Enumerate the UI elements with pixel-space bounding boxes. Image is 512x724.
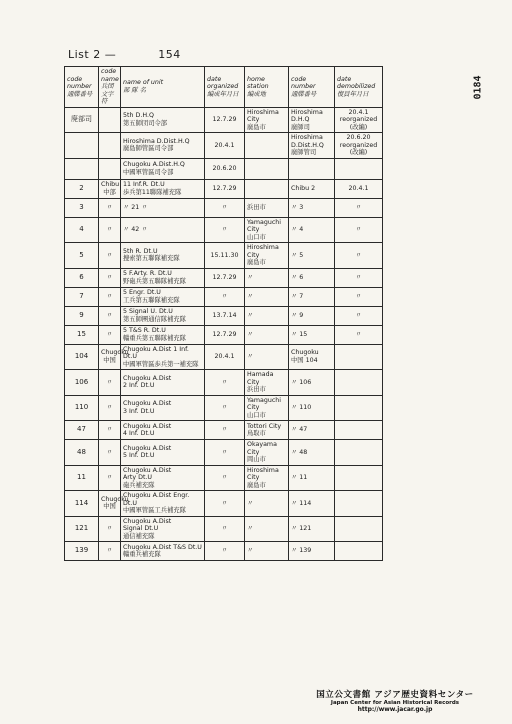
cell-code-name: 〃	[99, 306, 121, 325]
cell-unit-name: Chugoku A.Dist Arty Dt.U 砲兵補充隊	[121, 465, 205, 491]
cell-date-organized: 〃	[205, 217, 245, 243]
cell-date-organized: 12.7.29	[205, 325, 245, 344]
cell-date-organized: 〃	[205, 287, 245, 306]
cell-home-station	[245, 179, 289, 198]
cell-date-demobilized	[335, 158, 383, 179]
cell-code-name: Chugoku 中国	[99, 344, 121, 370]
table-row	[65, 268, 383, 287]
cell-home-station	[245, 158, 289, 179]
cell-unit-name: 5th D.H.Q 第五師団司令部	[121, 107, 205, 133]
cell-code-number-2: 〃 4	[289, 217, 335, 243]
cell-date-organized: 〃	[205, 516, 245, 542]
cell-code-name: 〃	[99, 395, 121, 421]
cell-code-name: Chugoku 中国	[99, 491, 121, 517]
cell-unit-name: Chugoku A.Dist 1 Inf. Dt.U 中國軍管區歩兵第一補充隊	[121, 344, 205, 370]
cell-date-demobilized	[335, 344, 383, 370]
cell-code-number-2: 〃 114	[289, 491, 335, 517]
cell-date-organized: 12.7.29	[205, 268, 245, 287]
cell-date-organized: 20.4.1	[205, 133, 245, 159]
cell-date-organized: 〃	[205, 491, 245, 517]
table-row	[65, 516, 383, 542]
cell-date-demobilized	[335, 421, 383, 440]
cell-code-name	[99, 133, 121, 159]
cell-date-demobilized: 〃	[335, 287, 383, 306]
cell-code-number-2: 〃 7	[289, 287, 335, 306]
cell-code-number-2: 〃 110	[289, 395, 335, 421]
cell-code-number-2	[289, 158, 335, 179]
cell-home-station: Yamaguchi City 山口市	[245, 395, 289, 421]
table-row	[65, 325, 383, 344]
cell-code-number: 5	[65, 243, 99, 269]
table-row	[65, 440, 383, 466]
cell-code-name	[99, 158, 121, 179]
cell-date-organized: 〃	[205, 421, 245, 440]
cell-code-number-2: Chibu 2	[289, 179, 335, 198]
list-label: List 2 —	[68, 48, 117, 61]
cell-home-station: 〃	[245, 344, 289, 370]
cell-code-number: 7	[65, 287, 99, 306]
cell-unit-name: Chugoku A.Dist Signal Dt.U 通信補充隊	[121, 516, 205, 542]
cell-date-organized: 20.4.1	[205, 344, 245, 370]
cell-unit-name: 5 T&S R. Dt.U 輜重兵第五聯隊補充隊	[121, 325, 205, 344]
cell-code-number-2: Chugoku 中国 104	[289, 344, 335, 370]
table-row	[65, 179, 383, 198]
cell-date-organized: 〃	[205, 370, 245, 396]
cell-unit-name: 〃 21 〃	[121, 198, 205, 217]
cell-code-name: 〃	[99, 287, 121, 306]
cell-date-organized: 12.7.29	[205, 179, 245, 198]
table-row	[65, 306, 383, 325]
cell-code-number	[65, 133, 99, 159]
cell-code-name: 〃	[99, 370, 121, 396]
cell-home-station: 〃	[245, 491, 289, 517]
cell-unit-name: Chugoku A.Dist 4 Inf. Dt.U	[121, 421, 205, 440]
cell-code-name: 〃	[99, 268, 121, 287]
cell-code-number-2: 〃 5	[289, 243, 335, 269]
cell-code-name: 〃	[99, 198, 121, 217]
table-row	[65, 243, 383, 269]
cell-code-number: 9	[65, 306, 99, 325]
cell-home-station: 〃	[245, 306, 289, 325]
cell-code-number: 139	[65, 542, 99, 561]
cell-code-number: 廃部司	[65, 107, 99, 133]
cell-home-station: Okayama City 岡山市	[245, 440, 289, 466]
cell-code-number-2: Hiroshima D.H.Q 廣師司	[289, 107, 335, 133]
cell-code-number: 47	[65, 421, 99, 440]
unit-register-table	[64, 66, 383, 561]
cell-home-station: Yamaguchi City 山口市	[245, 217, 289, 243]
cell-home-station: Hiroshima City 廣島市	[245, 243, 289, 269]
table-row	[65, 491, 383, 517]
cell-date-organized: 〃	[205, 465, 245, 491]
archive-url: http://www.jacar.go.jp	[357, 706, 433, 713]
table-row	[65, 370, 383, 396]
cell-date-demobilized	[335, 440, 383, 466]
cell-unit-name: 5 Engr. Dt.U 工兵第五聯隊補充隊	[121, 287, 205, 306]
cell-home-station: Tottori City 鳥取市	[245, 421, 289, 440]
cell-code-number-2: 〃 121	[289, 516, 335, 542]
archive-footer	[290, 688, 500, 713]
cell-unit-name: 5 Signal U. Dt.U 第五師團通信隊補充隊	[121, 306, 205, 325]
cell-code-name: 〃	[99, 217, 121, 243]
cell-home-station	[245, 133, 289, 159]
table-row	[65, 542, 383, 561]
cell-home-station: 〃	[245, 325, 289, 344]
cell-home-station: Hiroshima City 廣島市	[245, 107, 289, 133]
list-number: 154	[158, 48, 181, 61]
cell-code-name: 〃	[99, 243, 121, 269]
cell-date-organized: 13.7.14	[205, 306, 245, 325]
cell-date-demobilized: 〃	[335, 306, 383, 325]
cell-code-number: 3	[65, 198, 99, 217]
cell-code-number-2: 〃 139	[289, 542, 335, 561]
cell-unit-name: Chugoku A.Dist.H.Q 中國軍管區司令部	[121, 158, 205, 179]
cell-code-number-2: Hiroshima D.Dist.H.Q 廣師管司	[289, 133, 335, 159]
list-title	[68, 48, 181, 61]
cell-date-organized: 〃	[205, 395, 245, 421]
cell-date-demobilized	[335, 516, 383, 542]
header-unit-name: name of unit 部 隊 名	[121, 67, 205, 108]
table-row	[65, 344, 383, 370]
cell-code-number: 6	[65, 268, 99, 287]
cell-code-name: 〃	[99, 516, 121, 542]
cell-unit-name: Chugoku A.Dist T&S Dt.U 輜重兵補充隊	[121, 542, 205, 561]
cell-date-organized: 12.7.29	[205, 107, 245, 133]
cell-code-number-2: 〃 11	[289, 465, 335, 491]
cell-date-demobilized: 〃	[335, 325, 383, 344]
cell-home-station: 〃	[245, 542, 289, 561]
cell-unit-name: 5 F.Arty. R. Dt.U 野砲兵第五聯隊補充隊	[121, 268, 205, 287]
page-number: 0184	[472, 75, 484, 100]
cell-code-number-2: 〃 3	[289, 198, 335, 217]
table-row	[65, 133, 383, 159]
cell-code-name: 〃	[99, 421, 121, 440]
cell-date-organized: 〃	[205, 542, 245, 561]
cell-date-organized: 〃	[205, 440, 245, 466]
cell-date-demobilized: 20.4.1	[335, 179, 383, 198]
cell-code-number-2: 〃 106	[289, 370, 335, 396]
cell-unit-name: Chugoku A.Dist 2 Inf. Dt.U	[121, 370, 205, 396]
header-date-demobilized: date demobilized 復員年月日	[335, 67, 383, 108]
cell-date-demobilized: 〃	[335, 217, 383, 243]
cell-code-number-2: 〃 15	[289, 325, 335, 344]
table-row	[65, 217, 383, 243]
header-date-organized: date organized 編成年月日	[205, 67, 245, 108]
cell-unit-name: 〃 42 〃	[121, 217, 205, 243]
cell-home-station: 〃	[245, 287, 289, 306]
cell-code-number: 106	[65, 370, 99, 396]
cell-code-name: 〃	[99, 465, 121, 491]
archive-name-en: Japan Center for Asian Historical Records	[330, 700, 460, 706]
cell-date-demobilized: 20.4.1 reorganized (改編)	[335, 107, 383, 133]
cell-unit-name: 5th R. Dt.U 捜索第五聯隊補充隊	[121, 243, 205, 269]
cell-unit-name: 11 Inf.R. Dt.U 歩兵第11聯隊補充隊	[121, 179, 205, 198]
table-row	[65, 287, 383, 306]
header-code-number-2: code number 通牒番号	[289, 67, 335, 108]
cell-unit-name: Chugoku A.Dist 5 Inf. Dt.U	[121, 440, 205, 466]
table-row	[65, 198, 383, 217]
cell-date-demobilized	[335, 395, 383, 421]
header-code-number: code number 通牒番号	[65, 67, 99, 108]
cell-date-organized: 15.11.30	[205, 243, 245, 269]
cell-code-name: 〃	[99, 325, 121, 344]
cell-code-name: 〃	[99, 440, 121, 466]
cell-date-demobilized: 〃	[335, 198, 383, 217]
cell-code-name: Chibu 中部	[99, 179, 121, 198]
cell-code-number-2: 〃 9	[289, 306, 335, 325]
cell-code-number-2: 〃 47	[289, 421, 335, 440]
cell-code-number-2: 〃 6	[289, 268, 335, 287]
cell-date-demobilized: 〃	[335, 243, 383, 269]
table-row	[65, 395, 383, 421]
header-code-name: code name 兵団文字符	[99, 67, 121, 108]
cell-unit-name: Chugoku A.Dist 3 Inf. Dt.U	[121, 395, 205, 421]
cell-unit-name: Chugoku A.Dist Engr. Dt.U 中國軍管區工兵補充隊	[121, 491, 205, 517]
cell-code-number: 121	[65, 516, 99, 542]
cell-home-station: 〃	[245, 516, 289, 542]
cell-code-number: 15	[65, 325, 99, 344]
cell-home-station: Hamada City 浜田市	[245, 370, 289, 396]
cell-date-demobilized: 20.6.20 reorganized (改編)	[335, 133, 383, 159]
table-row	[65, 465, 383, 491]
cell-date-demobilized: 〃	[335, 268, 383, 287]
cell-code-number: 110	[65, 395, 99, 421]
cell-date-demobilized	[335, 465, 383, 491]
cell-code-number-2: 〃 48	[289, 440, 335, 466]
cell-date-organized: 〃	[205, 198, 245, 217]
table-row	[65, 158, 383, 179]
table-body	[65, 107, 383, 561]
cell-date-organized: 20.6.20	[205, 158, 245, 179]
cell-code-number: 48	[65, 440, 99, 466]
header-home-station: home station 編成地	[245, 67, 289, 108]
cell-code-number: 104	[65, 344, 99, 370]
cell-unit-name: Hiroshima D.Dist.H.Q 廣島師管區司令部	[121, 133, 205, 159]
table-row	[65, 421, 383, 440]
cell-home-station: 浜田市	[245, 198, 289, 217]
cell-code-name	[99, 107, 121, 133]
table-row	[65, 107, 383, 133]
cell-code-number	[65, 158, 99, 179]
cell-date-demobilized	[335, 542, 383, 561]
cell-home-station: 〃	[245, 268, 289, 287]
cell-code-number: 4	[65, 217, 99, 243]
table-header-row	[65, 67, 383, 108]
cell-code-number: 114	[65, 491, 99, 517]
archive-name-jp: 国立公文書館 アジア歴史資料センター	[316, 690, 474, 700]
cell-code-number: 11	[65, 465, 99, 491]
cell-home-station: Hiroshima City 廣島市	[245, 465, 289, 491]
cell-date-demobilized	[335, 491, 383, 517]
cell-code-number: 2	[65, 179, 99, 198]
cell-date-demobilized	[335, 370, 383, 396]
cell-code-name: 〃	[99, 542, 121, 561]
